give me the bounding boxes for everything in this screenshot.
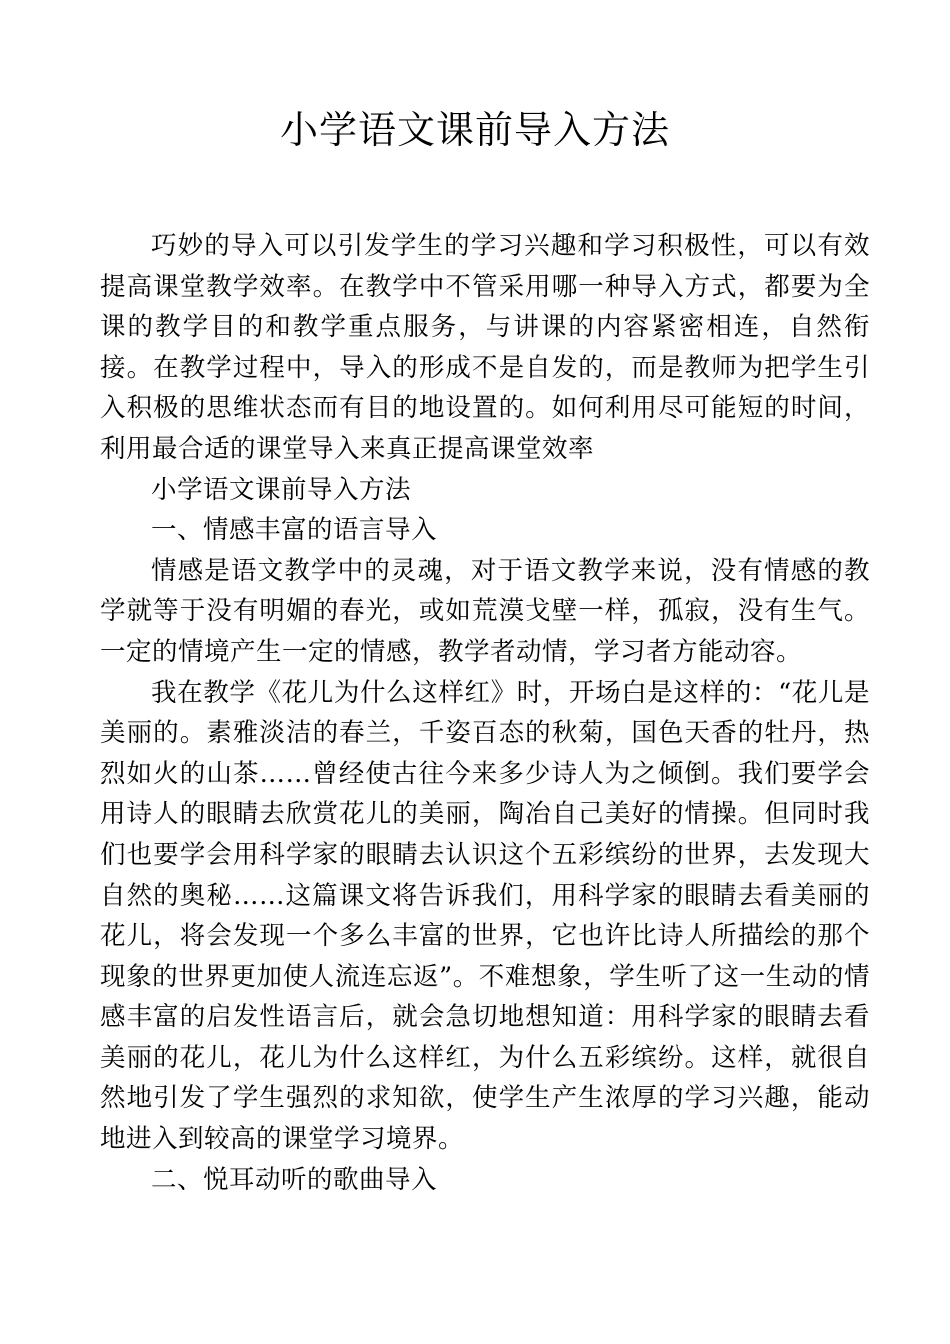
document-body: [100, 226, 870, 1200]
paragraph-intro: 巧妙的导入可以引发学生的学习兴趣和学习积极性，可以有效提高课堂教学效率。在教学中不管采用哪一种导入方式，都要为全课的教学目的和教学重点服务，与讲课的内容紧密相连，自然衔接。在教学过程中，导入的形成不是自发的，而是教师为把学生引入积极的思维状态而有目的地设置的。如何利用尽可能短的时间，利用最合适的课堂导入来真正提高课堂效率: [100, 231, 870, 464]
section-heading-2: 二、悦耳动听的歌曲导入: [151, 1164, 438, 1195]
paragraph-subtitle: 小学语文课前导入方法: [151, 474, 412, 505]
paragraph-emotion: 情感是语文教学中的灵魂，对于语文教学来说，没有情感的教学就等于没有明媚的春光，或如荒漠戈壁一样，孤寂，没有生气。一定的情境产生一定的情感，教学者动情，学习者方能动容。: [100, 555, 870, 667]
document-title: 小学语文课前导入方法: [279, 108, 670, 152]
section-heading-1: 一、情感丰富的语言导入: [151, 515, 438, 546]
paragraph-example: 我在教学《花儿为什么这样红》时，开场白是这样的：“花儿是美丽的。素雅淡洁的春兰，千姿百态的秋菊，国色天香的牡丹，热烈如火的山茶……曾经使古往今来多少诗人为之倾倒。我们要学会用诗人的眼睛去欣赏花儿的美丽，陶冶自己美好的情操。但同时我们也要学会用科学家的眼睛去认识这个五彩缤纷的世界，去发现大自然的奥秘……这篇课文将告诉我们，用科学家的眼睛去看美丽的花儿，将会发现一个多么丰富的世界，它也许比诗人所描绘的那个现象的世界更加使人流连忘返”。不难想象，学生听了这一生动的情感丰富的启发性语言后，就会急切地想知道：用科学家的眼睛去看美丽的花儿，花儿为什么这样红，为什么五彩缤纷。这样，就很自然地引发了学生强烈的求知欲，使学生产生浓厚的学习兴趣，能动地进入到较高的课堂学习境界。: [100, 677, 870, 1155]
